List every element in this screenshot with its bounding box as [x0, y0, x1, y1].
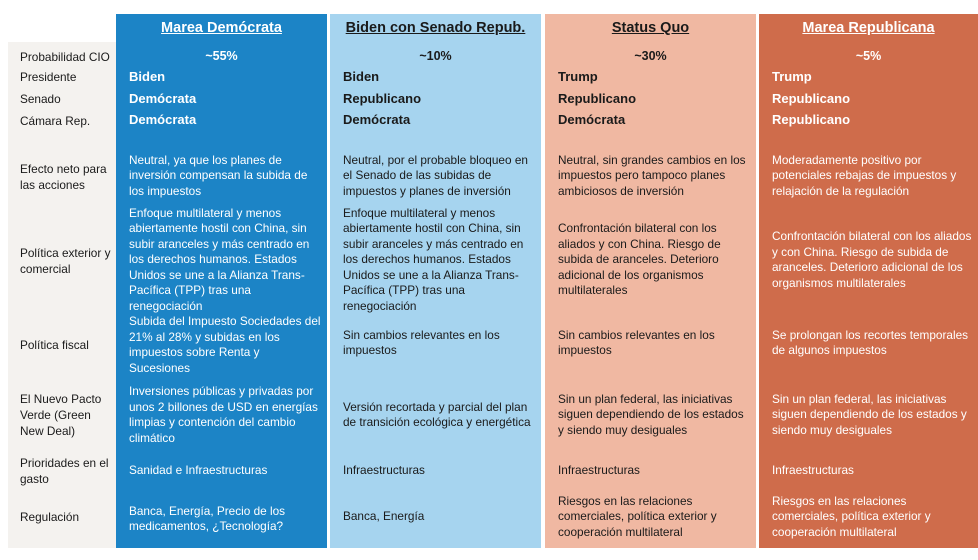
scenario-equity-effect: Moderadamente positivo por potenciales rebajas de impuestos y relajación de la regulación	[772, 152, 957, 198]
scenario-fiscal-policy: Subida del Impuesto Sociedades del 21% al 28% y subidas en los impuestos sobre Renta y Sucesiones	[129, 314, 321, 375]
scenario-regulation: Banca, Energía	[343, 509, 425, 524]
scenario-column-democrat-wave	[116, 14, 327, 548]
scenario-title: Marea Republicana	[802, 20, 935, 36]
scenario-probability: ~30%	[634, 49, 667, 63]
scenario-house: Republicano	[772, 112, 851, 128]
scenario-regulation: Riesgos en las relaciones comerciales, política exterior y cooperación multilateral	[558, 493, 717, 539]
scenario-spending: Infraestructuras	[772, 463, 854, 478]
row-label-fiscal-policy: Política fiscal	[20, 338, 89, 352]
scenario-president: Biden	[343, 69, 380, 85]
scenario-title: Status Quo	[611, 20, 690, 36]
scenario-fiscal-policy: Sin cambios relevantes en los impuestos	[558, 327, 715, 357]
row-label-probability: Probabilidad CIO	[20, 50, 110, 64]
row-label-senate: Senado	[20, 92, 61, 106]
scenario-column-republican-wave	[759, 14, 978, 548]
scenario-probability: ~10%	[419, 49, 452, 63]
row-label-foreign-policy: Política exterior y comercial	[20, 246, 111, 276]
scenario-senate: Demócrata	[129, 91, 197, 107]
scenario-probability: ~55%	[205, 49, 238, 63]
scenario-green-deal: Inversiones públicas y privadas por unos 2 billones de USD en energías limpias y contención del cambio climático	[129, 384, 318, 445]
row-label-equity-effect: Efecto neto para las acciones	[20, 162, 107, 192]
scenario-green-deal: Versión recortada y parcial del plan de transición ecológica y energética	[343, 399, 531, 429]
scenario-column-status-quo	[545, 14, 756, 548]
scenario-house: Demócrata	[558, 112, 626, 128]
scenario-foreign-policy: Enfoque multilateral y menos abiertamente hostil con China, sin subir aranceles y más centrado en los derechos humanos. Estados Unidos se une a la Alianza Trans-Pacífica (TPP) tras una renegociación	[129, 205, 310, 313]
scenario-spending: Infraestructuras	[558, 463, 640, 478]
scenario-fiscal-policy: Se prolongan los recortes temporales de algunos impuestos	[772, 327, 969, 357]
scenario-equity-effect: Neutral, sin grandes cambios en los impuestos pero tampoco planes ambiciosos de inversión	[558, 152, 746, 198]
scenario-equity-effect: Neutral, ya que los planes de inversión compensan la subida de los impuestos	[129, 152, 308, 198]
row-label-spending: Prioridades en el gasto	[20, 456, 109, 486]
scenario-president: Trump	[558, 69, 598, 85]
scenario-house: Demócrata	[129, 112, 197, 128]
row-label-regulation: Regulación	[20, 510, 80, 524]
scenario-foreign-policy: Enfoque multilateral y menos abiertamente hostil con China, sin subir aranceles y más centrado en los derechos humanos. Estados Unidos se une a la Alianza Trans-Pacífica (TPP) tras una renegociación	[343, 205, 524, 313]
scenario-senate: Republicano	[343, 91, 422, 107]
scenario-foreign-policy: Confrontación bilateral con los aliados y con China. Riesgo de subida de aranceles. Deterioro adicional de los organismos multilaterales	[772, 229, 972, 290]
row-label-house: Cámara Rep.	[20, 114, 91, 128]
scenario-title: Biden con Senado Repub.	[345, 20, 526, 36]
row-label-president: Presidente	[20, 70, 77, 84]
scenario-title: Marea Demócrata	[161, 20, 282, 36]
scenario-green-deal: Sin un plan federal, las iniciativas siguen dependiendo de los estados y siendo muy desiguales	[772, 391, 967, 437]
scenario-spending: Infraestructuras	[343, 463, 425, 478]
scenario-senate: Republicano	[558, 91, 637, 107]
scenario-president: Trump	[772, 69, 812, 85]
scenario-probability: ~5%	[855, 49, 882, 63]
scenario-regulation: Riesgos en las relaciones comerciales, política exterior y cooperación multilateral	[772, 493, 931, 539]
scenario-green-deal: Sin un plan federal, las iniciativas siguen dependiendo de los estados y siendo muy desiguales	[558, 391, 744, 437]
scenario-foreign-policy: Confrontación bilateral con los aliados y con China. Riesgo de subida de aranceles. Deterioro adicional de los organismos multilaterales	[558, 221, 721, 298]
scenario-column-biden-rep-senate	[330, 14, 541, 548]
row-label-green-deal: El Nuevo Pacto Verde (Green New Deal)	[20, 392, 102, 438]
scenario-equity-effect: Neutral, por el probable bloqueo en el Senado de las subidas de impuestos y planes de inversión	[343, 152, 528, 198]
scenario-regulation: Banca, Energía, Precio de los medicamentos, ¿Tecnología?	[129, 503, 286, 533]
scenario-fiscal-policy: Sin cambios relevantes en los impuestos	[343, 327, 500, 357]
scenario-spending: Sanidad e Infraestructuras	[129, 463, 268, 478]
scenario-president: Biden	[129, 69, 166, 85]
scenario-house: Demócrata	[343, 112, 411, 128]
scenario-senate: Republicano	[772, 91, 851, 107]
